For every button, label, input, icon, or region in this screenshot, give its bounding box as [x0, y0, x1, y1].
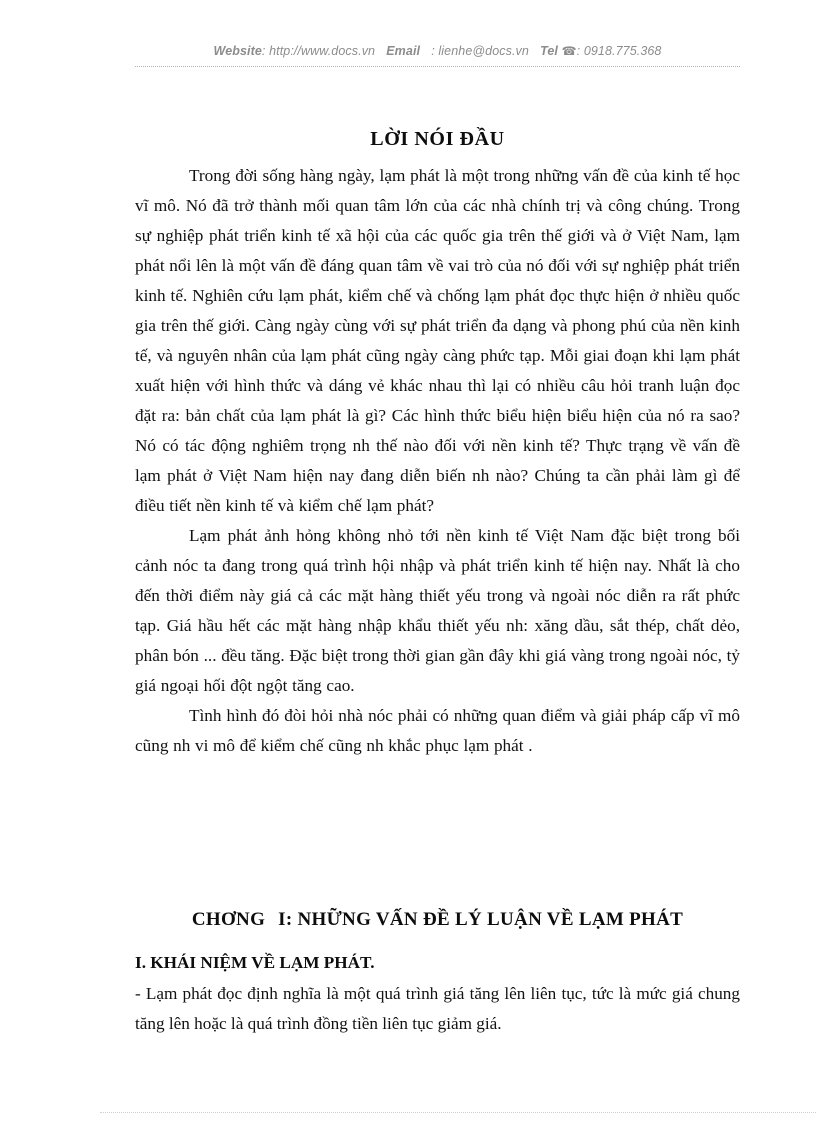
page-header — [0, 44, 816, 76]
header-website-separator: : — [261, 44, 266, 58]
header-contact-line — [135, 44, 740, 58]
header-email-separator: : — [431, 44, 435, 58]
intro-paragraph-1: Trong đời sống hàng ngày, lạm phát là một trong những vấn đề của kinh tế học vĩ mô. Nó đã trở thành mối quan tâm lớn của các nhà chính trị và công chúng. Trong sự nghiệp phát triển kinh tế xã hội của các quốc gia trên thế giới và ở Việt Nam, lạm phát nổi lên là một vấn đề đáng quan tâm về vai trò của nó đối với sự nghiệp phát triển kinh tế. Nghiên cứu lạm phát, kiểm chế và chống lạm phát đọc thực hiện ở nhiều quốc gia trên thế giới. Càng ngày cùng với sự phát triển đa dạng và phong phú của nền kinh tế, và nguyên nhân của lạm phát cũng ngày càng phức tạp. Mỗi giai đoạn khi lạm phát xuất hiện với hình thức và dáng vẻ khác nhau thì lại có nhiều câu hỏi tranh luận đọc đặt ra: bản chất của lạm phát là gì? Các hình thức biểu hiện biểu hiện của nó ra sao? Nó có tác động nghiêm trọng nh thế nào đối với nền kinh tế? Thực trạng về vấn đề lạm phát ở Việt Nam hiện nay đang diễn biến nh nào? Chúng ta cần phải làm gì để điều tiết nền kinh tế và kiểm chế lạm phát? — [135, 166, 740, 515]
intro-paragraph-3: Tình hình đó đòi hỏi nhà nóc phải có những quan điểm và giải pháp cấp vĩ mô cũng nh vi mô để kiểm chế cũng nh khắc phục lạm phát . — [135, 706, 740, 755]
chapter-heading-prefix: CHƠNG — [191, 909, 266, 930]
footer-divider — [100, 1112, 816, 1113]
header-website-label: Website — [213, 44, 262, 58]
header-website-url: http://www.docs.vn — [269, 44, 376, 58]
header-tel-label: Tel — [540, 44, 559, 58]
document-body — [135, 128, 740, 1039]
section-heading: I. KHÁI NIỆM VỀ LẠM PHÁT. — [135, 953, 375, 972]
header-divider — [135, 66, 740, 67]
chapter-heading — [135, 909, 740, 931]
header-email-value: lienhe@docs.vn — [438, 44, 529, 58]
section-spacer — [135, 761, 740, 909]
section-body-text: - Lạm phát đọc định nghĩa là một quá trình giá tăng lên liên tục, tức là mức giá chung tăng lên hoặc là quá trình đồng tiền liên tục giảm giá. — [135, 984, 740, 1033]
header-tel-value: 0918.775.368 — [583, 44, 662, 58]
page-title: LỜI NÓI ĐẦU — [370, 128, 505, 150]
header-email-label: Email — [386, 44, 421, 58]
header-tel-separator: : — [576, 44, 581, 58]
chapter-heading-rest: I: NHỮNG VẤN ĐỀ LÝ LUẬN VỀ LẠM PHÁT — [278, 909, 684, 930]
telephone-icon: ☎ — [561, 44, 577, 58]
intro-paragraph-2: Lạm phát ảnh hỏng không nhỏ tới nền kinh tế Việt Nam đặc biệt trong bối cảnh nóc ta đang trong quá trình hội nhập và phát triển kinh tế hiện nay. Nhất là cho đến thời điểm này giá cả các mặt hàng thiết yếu trong và ngoài nóc diễn ra rất phức tạp. Giá hầu hết các mặt hàng nhập khẩu thiết yếu nh: xăng dầu, sắt thép, chất dẻo, phân bón ... đều tăng. Đặc biệt trong thời gian gần đây khi giá vàng trong ngoài nóc, tỷ giá ngoại hối đột ngột tăng cao. — [135, 526, 740, 695]
